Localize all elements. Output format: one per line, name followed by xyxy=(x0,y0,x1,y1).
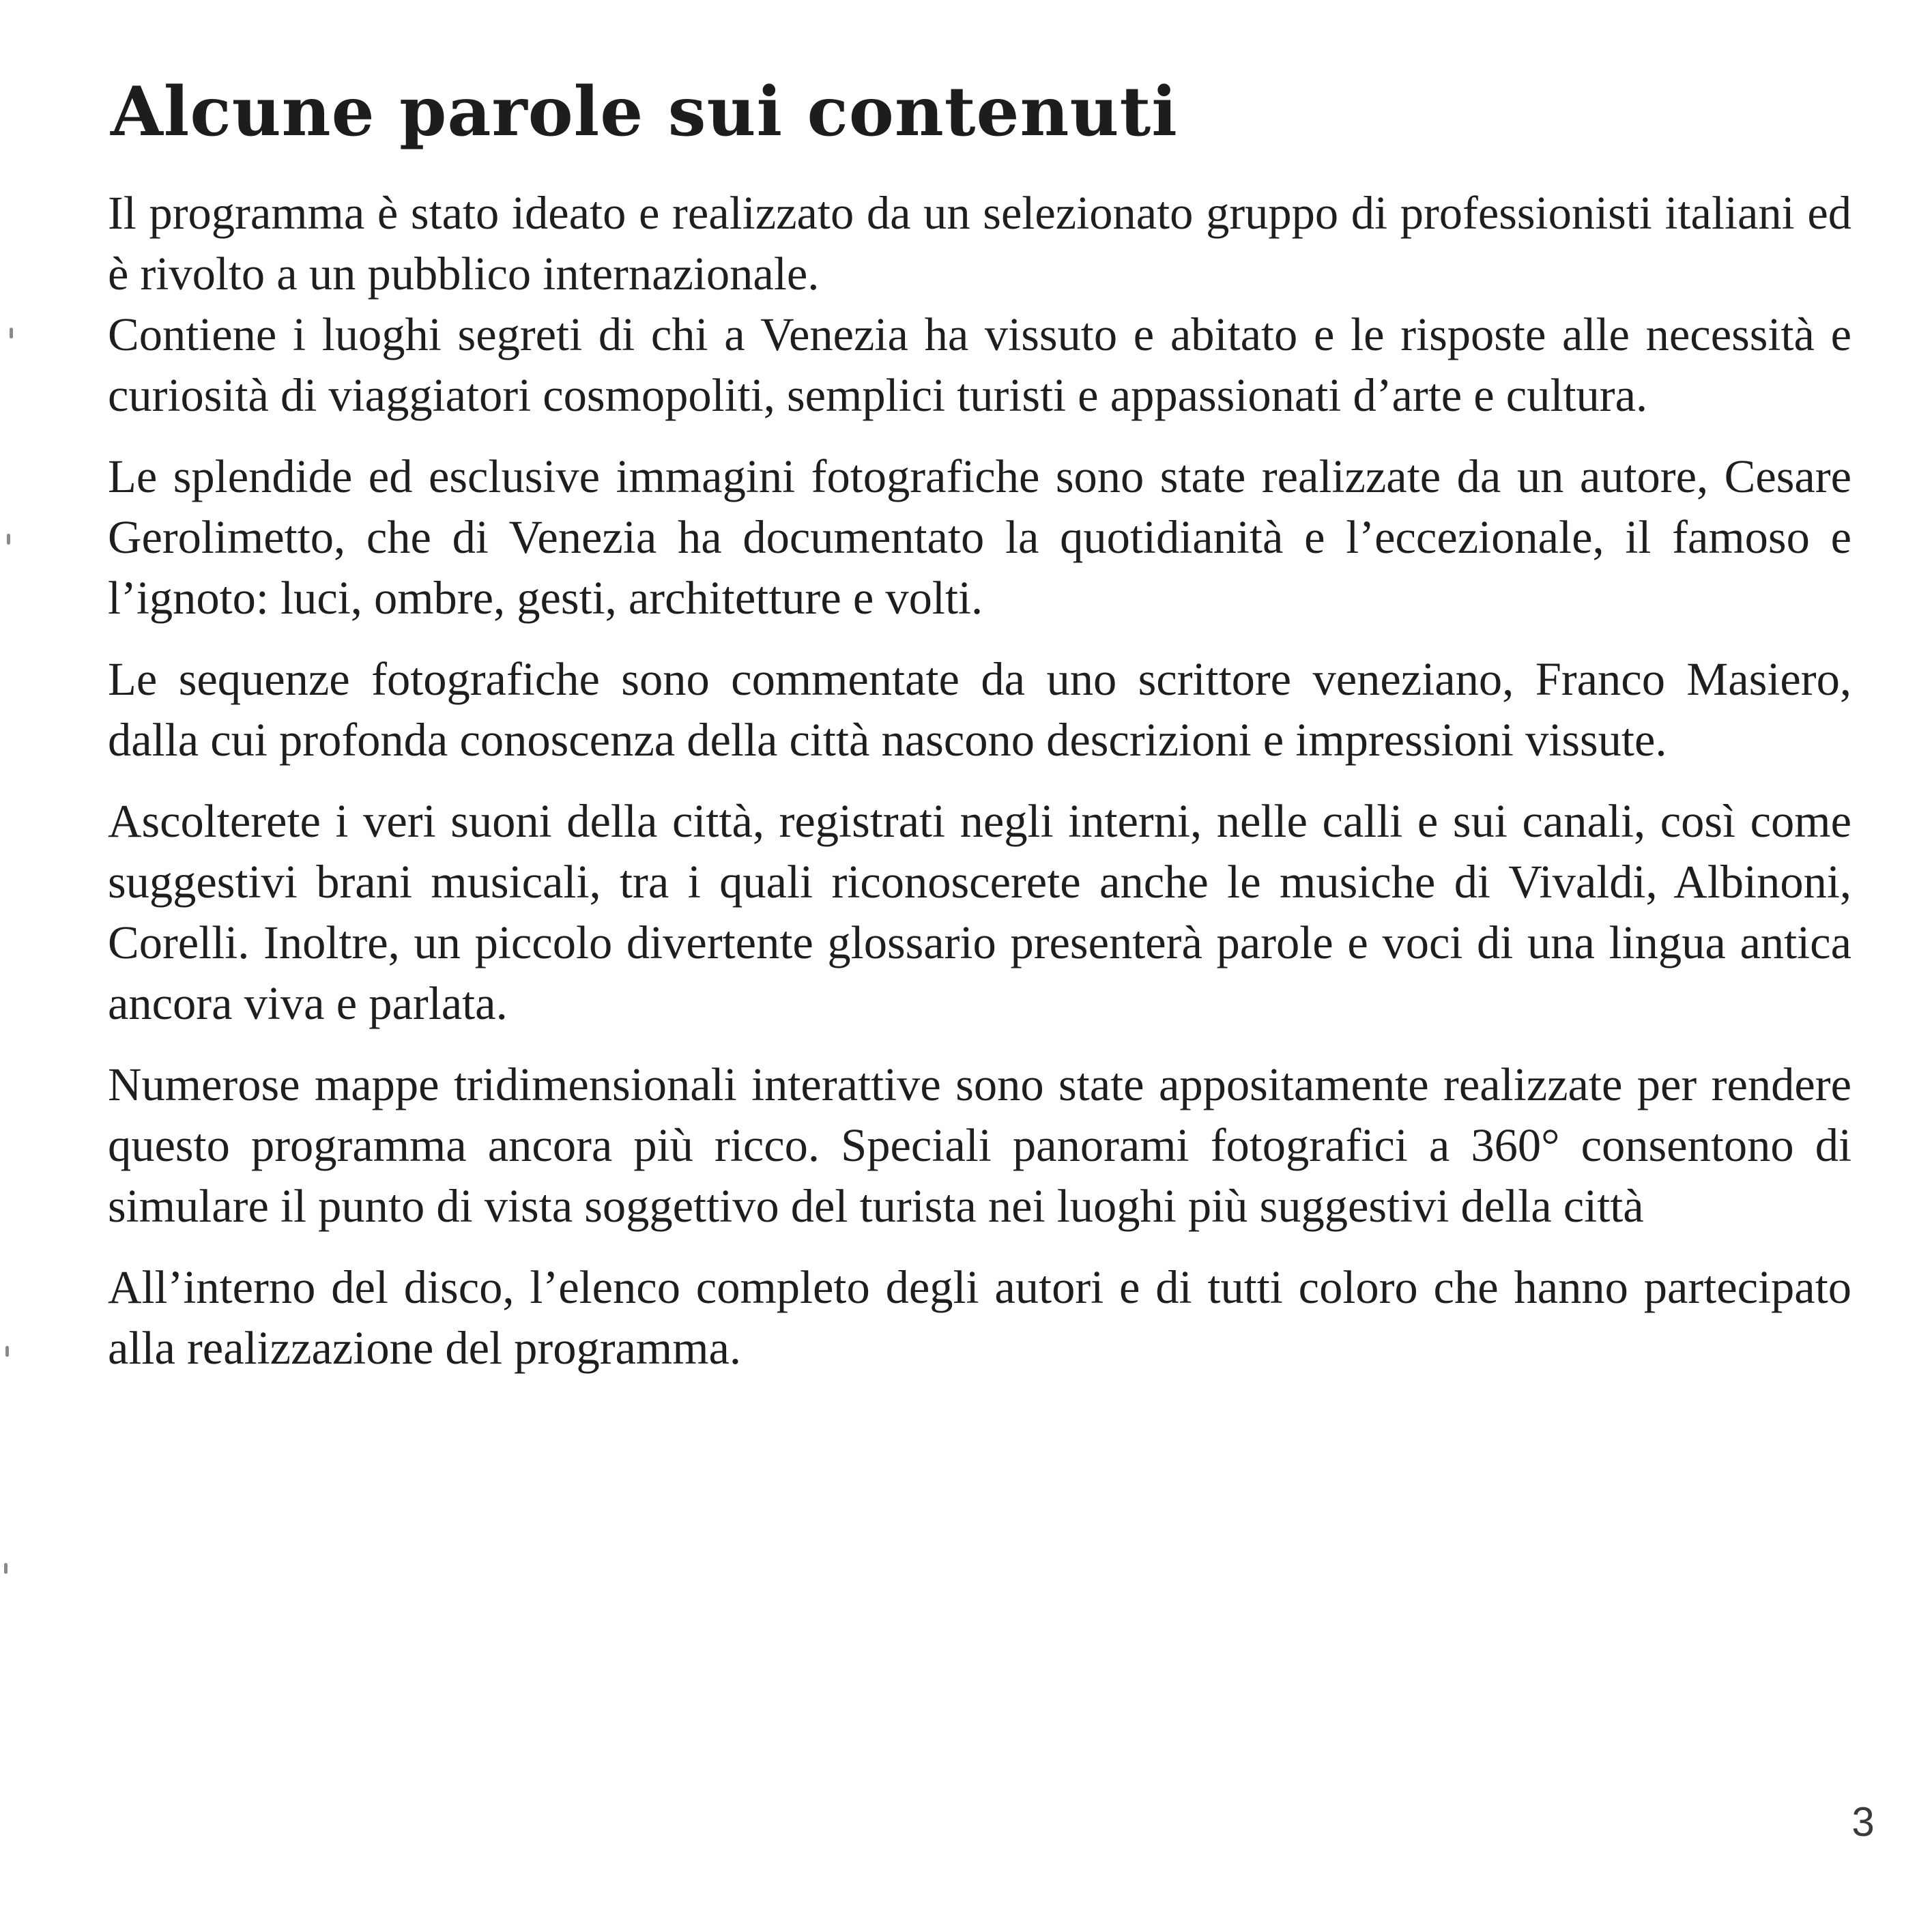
paragraph-credits: All’interno del disco, l’elenco completo degli autori e di tutti coloro che hanno partecipato alla realizzazione del programma. xyxy=(108,1261,1851,1374)
binding-mark xyxy=(7,534,10,545)
body-text xyxy=(108,183,1851,1399)
paragraph-intro: Il programma è stato ideato e realizzato da un selezionato gruppo di professionisti italiani ed è rivolto a un pubblico internazionale. xyxy=(108,187,1851,300)
paragraph-maps-panoramas: Numerose mappe tridimensionali interattive sono state appositamente realizzate per rendere questo programma ancora più ricco. Speciali panorami fotografici a 360° consentono di simulare il punto di vista soggettivo del turista nei luoghi più suggestivi della città xyxy=(108,1059,1851,1232)
binding-mark xyxy=(5,1346,9,1357)
paragraph-photographs: Le splendide ed esclusive immagini fotografiche sono state realizzate da un autore, Cesare Gerolimetto, che di Venezia ha documentato la quotidianità e l’eccezionale, il famoso e l’ignoto: luci, ombre, gesti, architetture e volti. xyxy=(108,450,1851,624)
paragraph-contents: Contiene i luoghi segreti di chi a Venezia ha vissuto e abitato e le risposte alle necessità e curiosità di viaggiatori cosmopoliti, semplici turisti e appassionati d’arte e cultura. xyxy=(108,308,1851,421)
binding-mark xyxy=(10,328,13,339)
binding-mark xyxy=(4,1563,8,1574)
paragraph-commentary: Le sequenze fotografiche sono commentate da uno scrittore veneziano, Franco Masiero, dalla cui profonda conoscenza della città nascono descrizioni e impressioni vissute. xyxy=(108,653,1851,766)
page-heading: Alcune parole sui contenuti xyxy=(111,72,1178,152)
page-number: 3 xyxy=(1851,1799,1875,1845)
paragraph-sounds-music: Ascolterete i veri suoni della città, registrati negli interni, nelle calli e sui canali, così come suggestivi brani musicali, tra i quali riconoscerete anche le musiche di Vivaldi, Albinoni, Corelli. Inoltre, un piccolo divertente glossario presenterà parole e voci di una lingua antica ancora viva e parlata. xyxy=(108,795,1851,1029)
